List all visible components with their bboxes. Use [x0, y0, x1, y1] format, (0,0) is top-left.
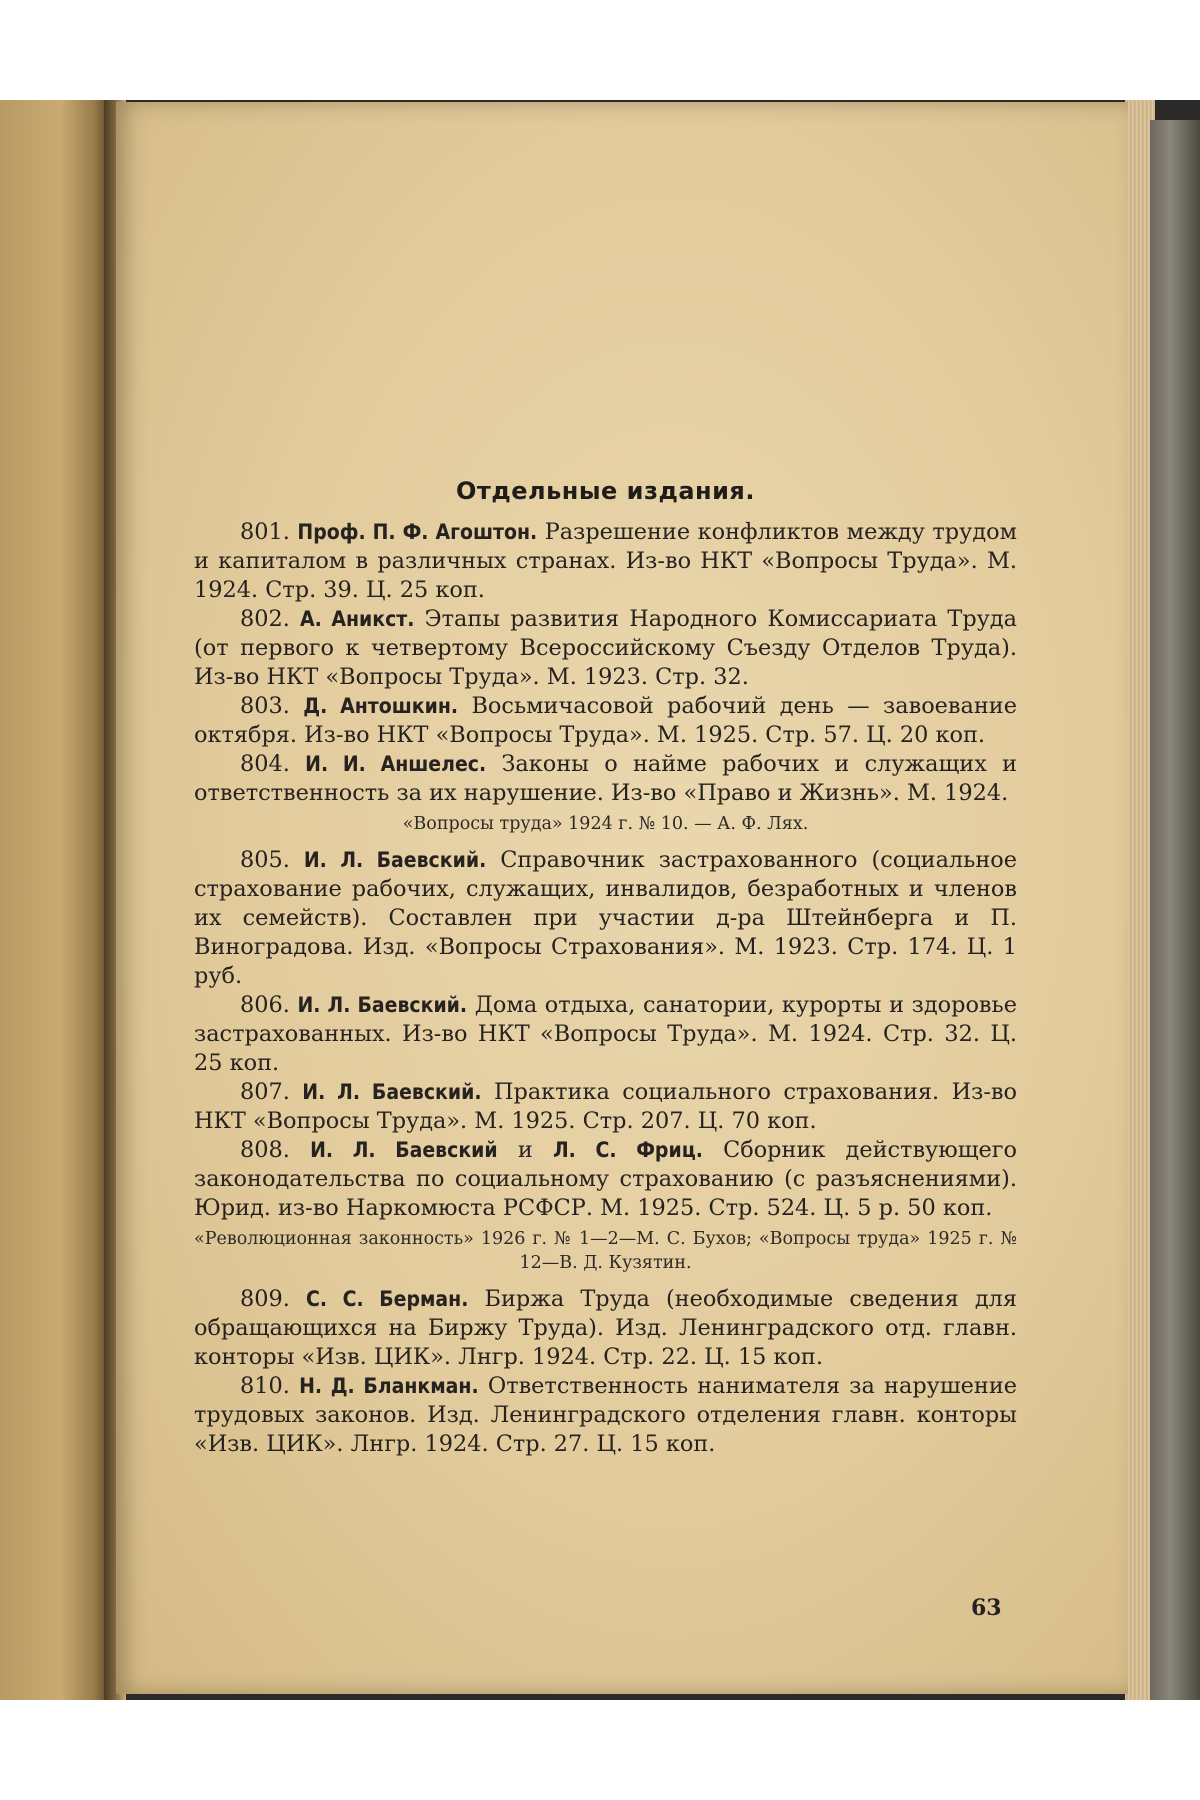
- bibliography-entry: [194, 750, 1017, 808]
- entry-text: Восьмичасовой рабочий день — завоевание октября. Из-во НКТ «Вопросы Труда». М. 1925. Стр. 57. Ц. 20 коп.: [194, 693, 1017, 748]
- entry-number: 803.: [240, 693, 290, 719]
- entry-number: 808.: [240, 1137, 290, 1163]
- page-content: [194, 477, 1017, 1459]
- entry-author: А. Аникст.: [299, 607, 415, 631]
- review-note: «Вопросы труда» 1924 г. № 10. — А. Ф. Лях.: [402, 814, 809, 834]
- entry-text: Дома отдыха, санатории, курорты и здоровье застрахованных. Из-во НКТ «Вопросы Труда». М. 1924. Стр. 32. Ц. 25 коп.: [194, 992, 1017, 1076]
- entry-number: 810.: [240, 1373, 290, 1399]
- entry-text: Сборник действующего законодательства по социальному страхованию (с разъяснениями). Юрид. из-во Наркомюста РСФСР. М. 1925. Стр. 524. Ц. 5 р. 50 коп.: [194, 1137, 1017, 1221]
- entry-text: Этапы развития Народного Комиссариата Труда (от первого к четвертому Всероссийскому Съезду Отделов Труда). Из-во НКТ «Вопросы Труда». М. 1923. Стр. 32.: [194, 606, 1017, 690]
- entry-text: Ответственность нанимателя за нарушение трудовых законов. Изд. Ленинградского отделения главн. конторы «Изв. ЦИК». Лнгр. 1924. Стр. 27. Ц. 15 коп.: [194, 1373, 1017, 1457]
- entry-author: Н. Д. Бланкман.: [299, 1374, 479, 1398]
- bibliography-entry: [194, 605, 1017, 692]
- entry-text: Законы о найме рабочих и служащих и ответственность за их нарушение. Из-во «Право и Жизнь». М. 1924.: [194, 751, 1018, 806]
- entry-text: Справочник застрахованного (социальное страхование рабочих, служащих, инвалидов, безработных и членов их семейств). Составлен при участии д-ра Штейнберга и П. Виноградова. Изд. «Вопросы Страхования». М. 1923. Стр. 174. Ц. 1 руб.: [194, 847, 1017, 989]
- bibliography-entry: [194, 1136, 1017, 1223]
- entry-text: Разрешение конфликтов между трудом и капиталом в различных странах. Из-во НКТ «Вопросы Труда». М. 1924. Стр. 39. Ц. 25 коп.: [194, 519, 1017, 603]
- review-note: «Революционная законность» 1926 г. № 1—2—М. С. Бухов; «Вопросы труда» 1925 г. № 12—В. Д. Кузятин.: [194, 1229, 1017, 1273]
- left-page-edge: [0, 100, 110, 1700]
- entry-coauthor: Л. С. Фриц.: [552, 1138, 703, 1162]
- bibliography-entry: [194, 991, 1017, 1078]
- entry-number: 804.: [240, 751, 290, 777]
- bibliography-entry: [194, 1372, 1017, 1459]
- entry-author: И. Л. Баевский.: [297, 993, 468, 1017]
- section-heading: Отдельные издания.: [456, 477, 755, 505]
- entry-number: 809.: [240, 1286, 290, 1312]
- bibliography-entry: [194, 846, 1017, 991]
- bibliography-entry: [194, 518, 1017, 605]
- bibliography-entry: [194, 1285, 1017, 1372]
- entry-number: 802.: [240, 606, 290, 632]
- entry-text: Биржа Труда (необходимые сведения для обращающихся на Биржу Труда). Изд. Ленинградского отд. главн. конторы «Изв. ЦИК». Лнгр. 1924. Стр. 22. Ц. 15 коп.: [194, 1286, 1017, 1370]
- book-page: [116, 102, 1128, 1694]
- entry-author: И. Л. Баевский.: [302, 1080, 482, 1104]
- entry-author: Проф. П. Ф. Агоштон.: [297, 520, 538, 544]
- entry-number: 807.: [240, 1079, 290, 1105]
- entry-number: 801.: [240, 519, 290, 545]
- book-photo: [0, 100, 1200, 1700]
- entry-author: Д. Антошкин.: [303, 694, 459, 718]
- page-number: 63: [971, 1595, 1002, 1621]
- book-cover-edge: [1150, 120, 1200, 1700]
- entry-number: 805.: [240, 847, 290, 873]
- entry-author: И. И. Аншелес.: [305, 752, 487, 776]
- entry-text: Практика социального страхования. Из-во НКТ «Вопросы Труда». М. 1925. Стр. 207. Ц. 70 коп.: [194, 1079, 1017, 1134]
- entry-number: 806.: [240, 992, 290, 1018]
- bibliography-entry: [194, 692, 1017, 750]
- bibliography-entry: [194, 1078, 1017, 1136]
- entry-author: И. Л. Баевский.: [303, 848, 487, 872]
- entry-author: И. Л. Баевский: [310, 1138, 498, 1162]
- entry-author: С. С. Берман.: [306, 1287, 469, 1311]
- entry-conjunction: и: [497, 1137, 553, 1163]
